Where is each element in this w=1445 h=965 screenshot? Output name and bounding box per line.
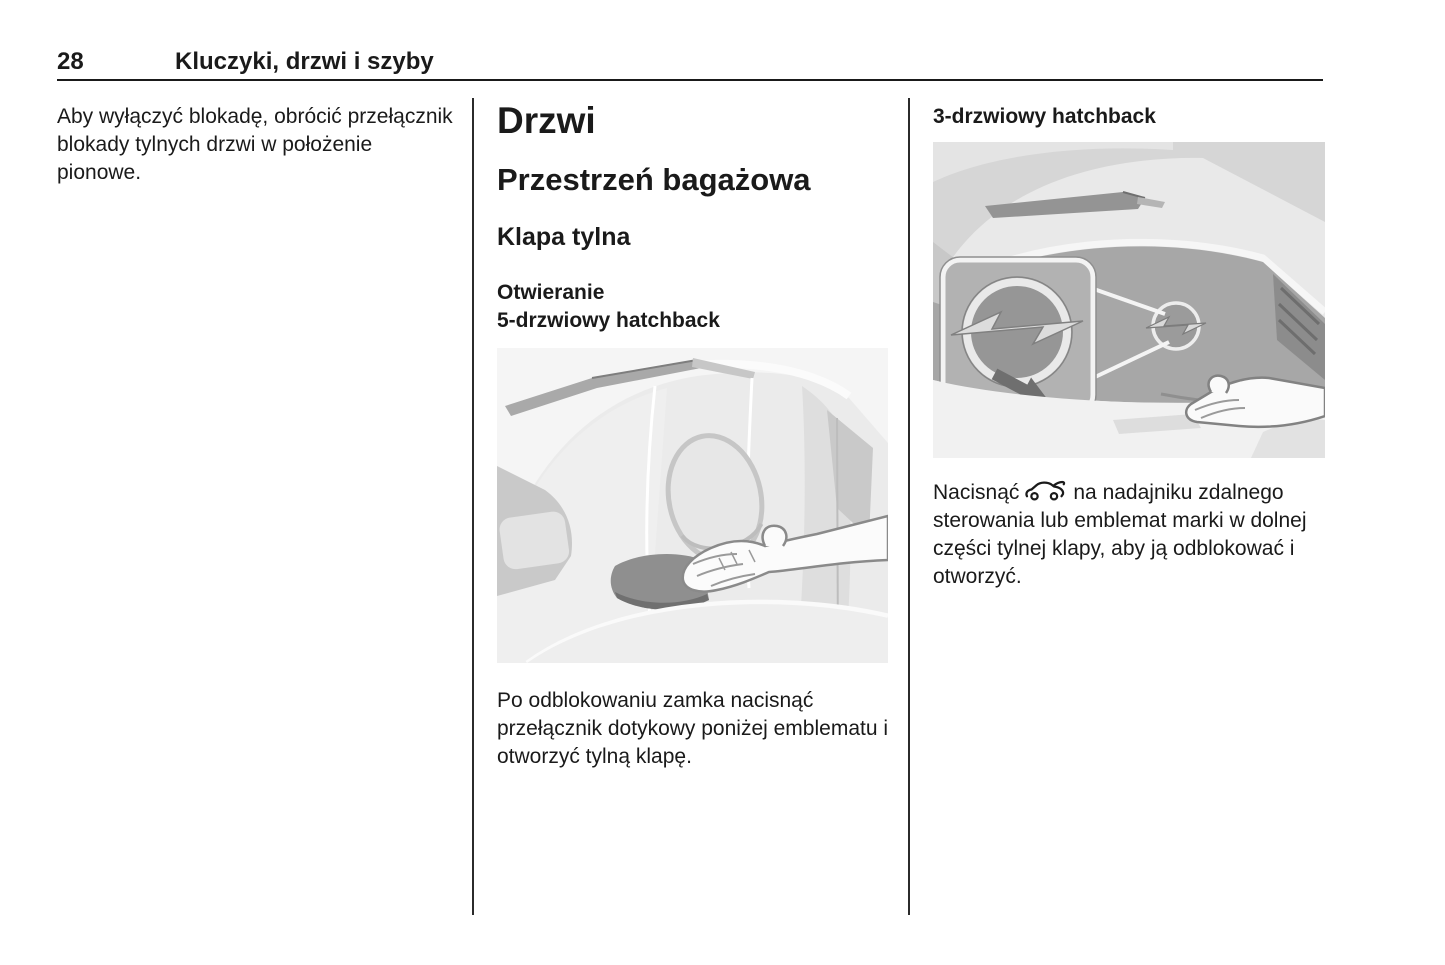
left-paragraph: Aby wyłączyć blokadę, obrócić przełącznik blokady tylnych drzwi w położenie pionowe. [57,105,453,184]
page-number: 28 [57,48,84,75]
header-rule [57,79,1323,81]
tailgate-touch-switch-hand-illustration [497,348,890,663]
variant-heading-5door: 5-drzwiowy hatchback [497,309,720,332]
right-column [933,95,1313,591]
tailgate-release-icon [1024,479,1066,503]
topic-heading: Klapa tylna [497,223,631,251]
variant-heading-3door: 3-drzwiowy hatchback [933,105,1156,128]
right-paragraph-prefix: Nacisnąć [933,481,1020,504]
middle-column [497,95,890,771]
right-paragraph-suffix: na nadajniku zdalnego sterowania lub emblemat marki w dolnej części tylnej klapy, aby ją odblokować i otworzyć. [933,481,1307,588]
chapter-title: Kluczyki, drzwi i szyby [175,48,434,75]
subsection-title: Przestrzeń bagażowa [497,162,811,197]
middle-paragraph: Po odblokowaniu zamka nacisnąć przełącznik dotykowy poniżej emblematu i otworzyć tylną klapę. [497,689,889,768]
column-divider-right [908,98,910,915]
column-divider-left [472,98,474,915]
tailgate-emblem-unlock-detail-illustration [933,142,1313,458]
subtopic-heading: Otwieranie [497,281,605,304]
right-paragraph [933,479,1313,591]
section-title: Drzwi [497,100,596,141]
left-column [57,103,457,187]
